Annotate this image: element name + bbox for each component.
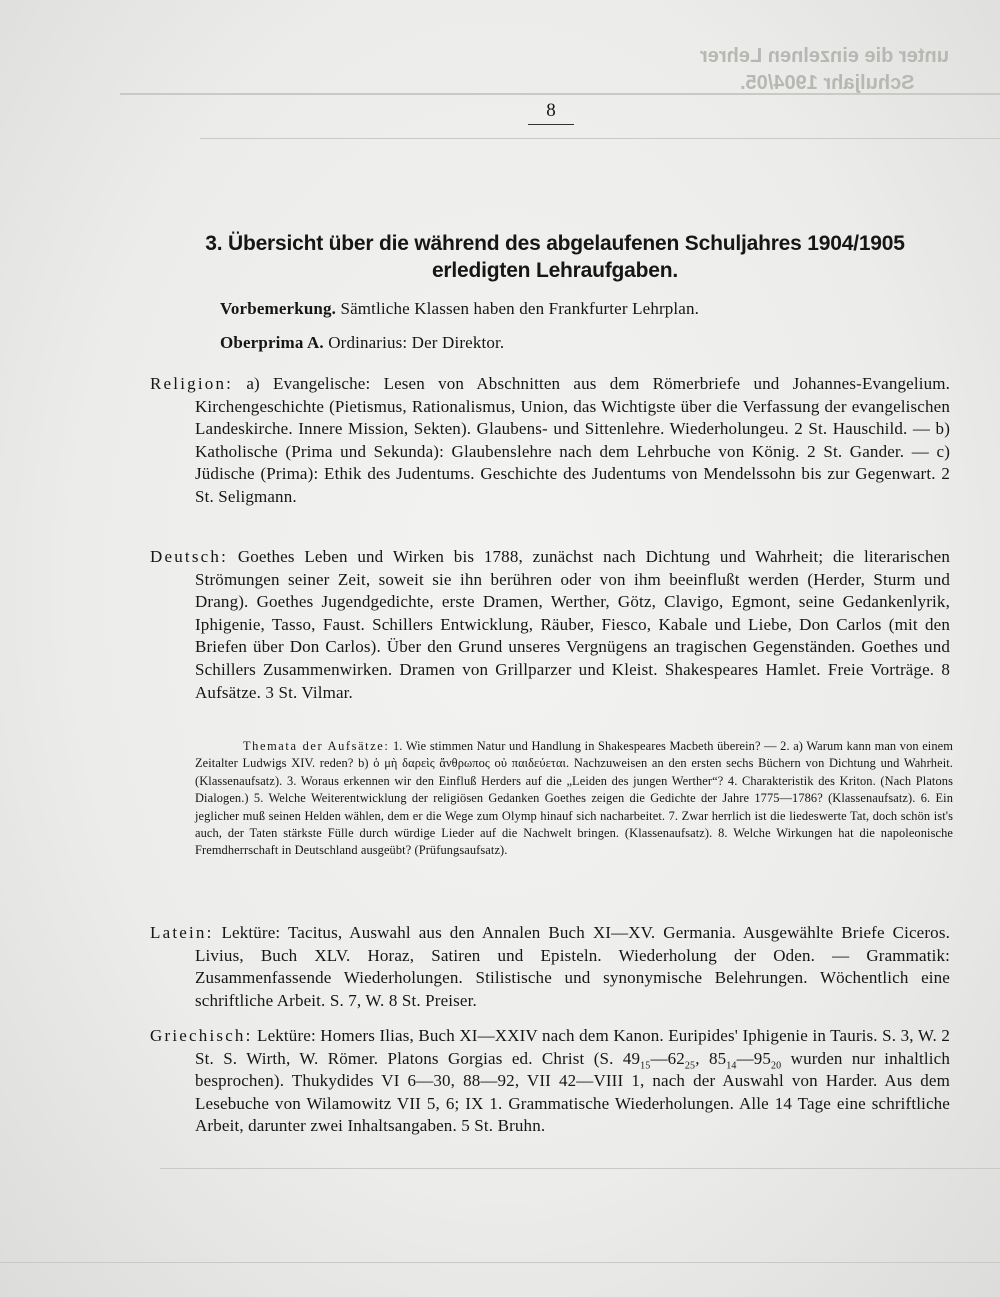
- religion-text: a) Evangelische: Lesen von Abschnitten aus dem Römerbriefe und Johannes-Evangelium. Kirchengeschichte (Pietismus, Rationalismus, Union, das Wichtigste über die Verfassung der evangelischen Landeskirche. Innere Mission, Sekten). Glaubens- und Sittenlehre. Wiederholungeu. 2 St. Hauschild. — b) Katholische (Prima und Sekunda): Glaubenslehre nach dem Lehrbuche von König. 2 St. Gander. — c) Jüdische (Prima): Ethik des Judentums. Geschichte des Judentums von Mendelssohn bis zur Gegenwart. 2 St. Seligmann.: [195, 374, 950, 506]
- aufsatz-themes: [195, 738, 953, 860]
- class-ordinarius: Ordinarius: Der Direktor.: [328, 333, 505, 352]
- bleed-through-text: unter die einzelnen Lehrer: [700, 45, 949, 67]
- page-line-subscript: 14: [726, 1059, 737, 1071]
- title-line-2: erledigten Lehraufgaben.: [431, 259, 679, 282]
- griechisch-text-b: —62: [650, 1048, 685, 1068]
- vorbemerkung: [220, 298, 920, 321]
- religion-label: Religion:: [150, 374, 234, 393]
- page-line-subscript: 15: [640, 1059, 651, 1071]
- title-line-1: 3. Übersicht über die während des abgelaufenen Schuljahres 1904/1905: [205, 232, 905, 255]
- bleed-through-rule: [0, 1262, 1000, 1263]
- themata-text: 1. Wie stimmen Natur und Handlung in Shakespeares Macbeth überein? — 2. a) Warum kann man von einem Zeitalter Ludwigs XIV. reden? b) ὁ μὴ δαρεὶς ἄνθρωπος οὐ παιδεύεται. Nachzuweisen an den ersten sechs Büchern von Dichtung und Wahrheit. (Klassenaufsatz). 3. Woraus erkennen wir den Einfluß Herders auf die „Leiden des jungen Werther“? 4. Charakteristik des Kriton. (Nach Platons Dialogen.) 5. Welche Weiterentwicklung der religiösen Gedanken Goethes zeigen die Gedichte der Jahre 1775—1786? (Klassenaufsatz). 6. Ein jeglicher muß seinen Helden wählen, dem er die Wege zum Olymp hinauf sich nacharbeitet. 7. Zwar herrlich ist die liedeswerte Tat, doch schön ist's auch, der Taten stärkste Fülle durch würdige Lieder auf die Nachwelt bringen. (Klassenaufsatz). 8. Welche Wirkungen hat die napoleonische Fremdherrschaft in Deutschland ausgeübt? (Prüfungsaufsatz).: [195, 739, 953, 858]
- vorbemerkung-label: Vorbemerkung.: [220, 299, 337, 318]
- bleed-through-rule: [200, 138, 1000, 139]
- page-line-subscript: 20: [771, 1059, 782, 1071]
- class-label: Oberprima A.: [220, 333, 324, 352]
- religion-section: [150, 373, 950, 509]
- class-heading: [220, 332, 920, 355]
- page-line-subscript: 25: [684, 1059, 696, 1071]
- page-number: 8: [528, 100, 574, 125]
- griechisch-text-c: , 85: [695, 1048, 727, 1068]
- themata-label: Themata der Aufsätze:: [243, 739, 390, 753]
- deutsch-text: Goethes Leben und Wirken bis 1788, zunächst nach Dichtung und Wahrheit; die literarischen Strömungen seiner Zeit, soweit sie ihn berühren oder von ihm beeinflußt werden (Herder, Sturm und Drang). Goethes Jugendgedichte, erste Dramen, Werther, Götz, Clavigo, Egmont, seine Gedankenlyrik, Iphigenie, Tasso, Faust. Schillers Entwicklung, Räuber, Fiesco, Kabale und Liebe, Don Carlos (mit den Briefen über Don Carlos). Über den Grund unseres Vergnügens an tragischen Gegenständen. Goethes und Schillers Zusammenwirken. Dramen von Grillparzer und Kleist. Shakespeares Hamlet. Freie Vorträge. 8 Aufsätze. 3 St. Vilmar.: [195, 547, 950, 702]
- section-title: [160, 230, 950, 284]
- griechisch-section: [150, 1025, 950, 1138]
- griechisch-text-e: wurden nur inhaltlich besprochen). Thukydides VI 6—30, 88—92, VII 42—VIII 1, nach der Auswahl von Harder. Aus dem Lesebuche von Wilamowitz VII 5, 6; IX 1. Grammatische Wiederholungen. Alle 14 Tage eine schriftliche Arbeit, darunter zwei Inhaltsangaben. 5 St. Bruhn.: [195, 1048, 950, 1136]
- griechisch-text-d: —95: [736, 1048, 772, 1068]
- griechisch-text-a: Lektüre: Homers Ilias, Buch XI—XXIV nach dem Kanon. Euripides' Iphigenie in Tauris. S. 3, W. 2 St. S. Wirth, W. Römer. Platons Gorgias ed. Christ (S. 49: [195, 1026, 951, 1068]
- latein-label: Latein:: [150, 923, 214, 942]
- vorbemerkung-text: Sämtliche Klassen haben den Frankfurter Lehrplan.: [340, 299, 700, 318]
- bleed-through-text: Schuljahr 1904/05.: [740, 72, 915, 94]
- deutsch-label: Deutsch:: [150, 547, 229, 566]
- deutsch-section: [150, 546, 950, 704]
- latein-text: Lektüre: Tacitus, Auswahl aus den Annalen Buch XI—XV. Germania. Ausgewählte Briefe Ciceros. Livius, Buch XLV. Horaz, Satiren und Episteln. Wiederholung der Oden. — Grammatik: Zusammenfassende Wiederholungen. Stilistische und synonymische Belehrungen. Wöchentlich eine schriftliche Arbeit. S. 7, W. 8 St. Preiser.: [195, 923, 950, 1010]
- griechisch-label: Griechisch:: [150, 1026, 253, 1045]
- bleed-through-rule: [160, 1168, 1000, 1169]
- latein-section: [150, 922, 950, 1012]
